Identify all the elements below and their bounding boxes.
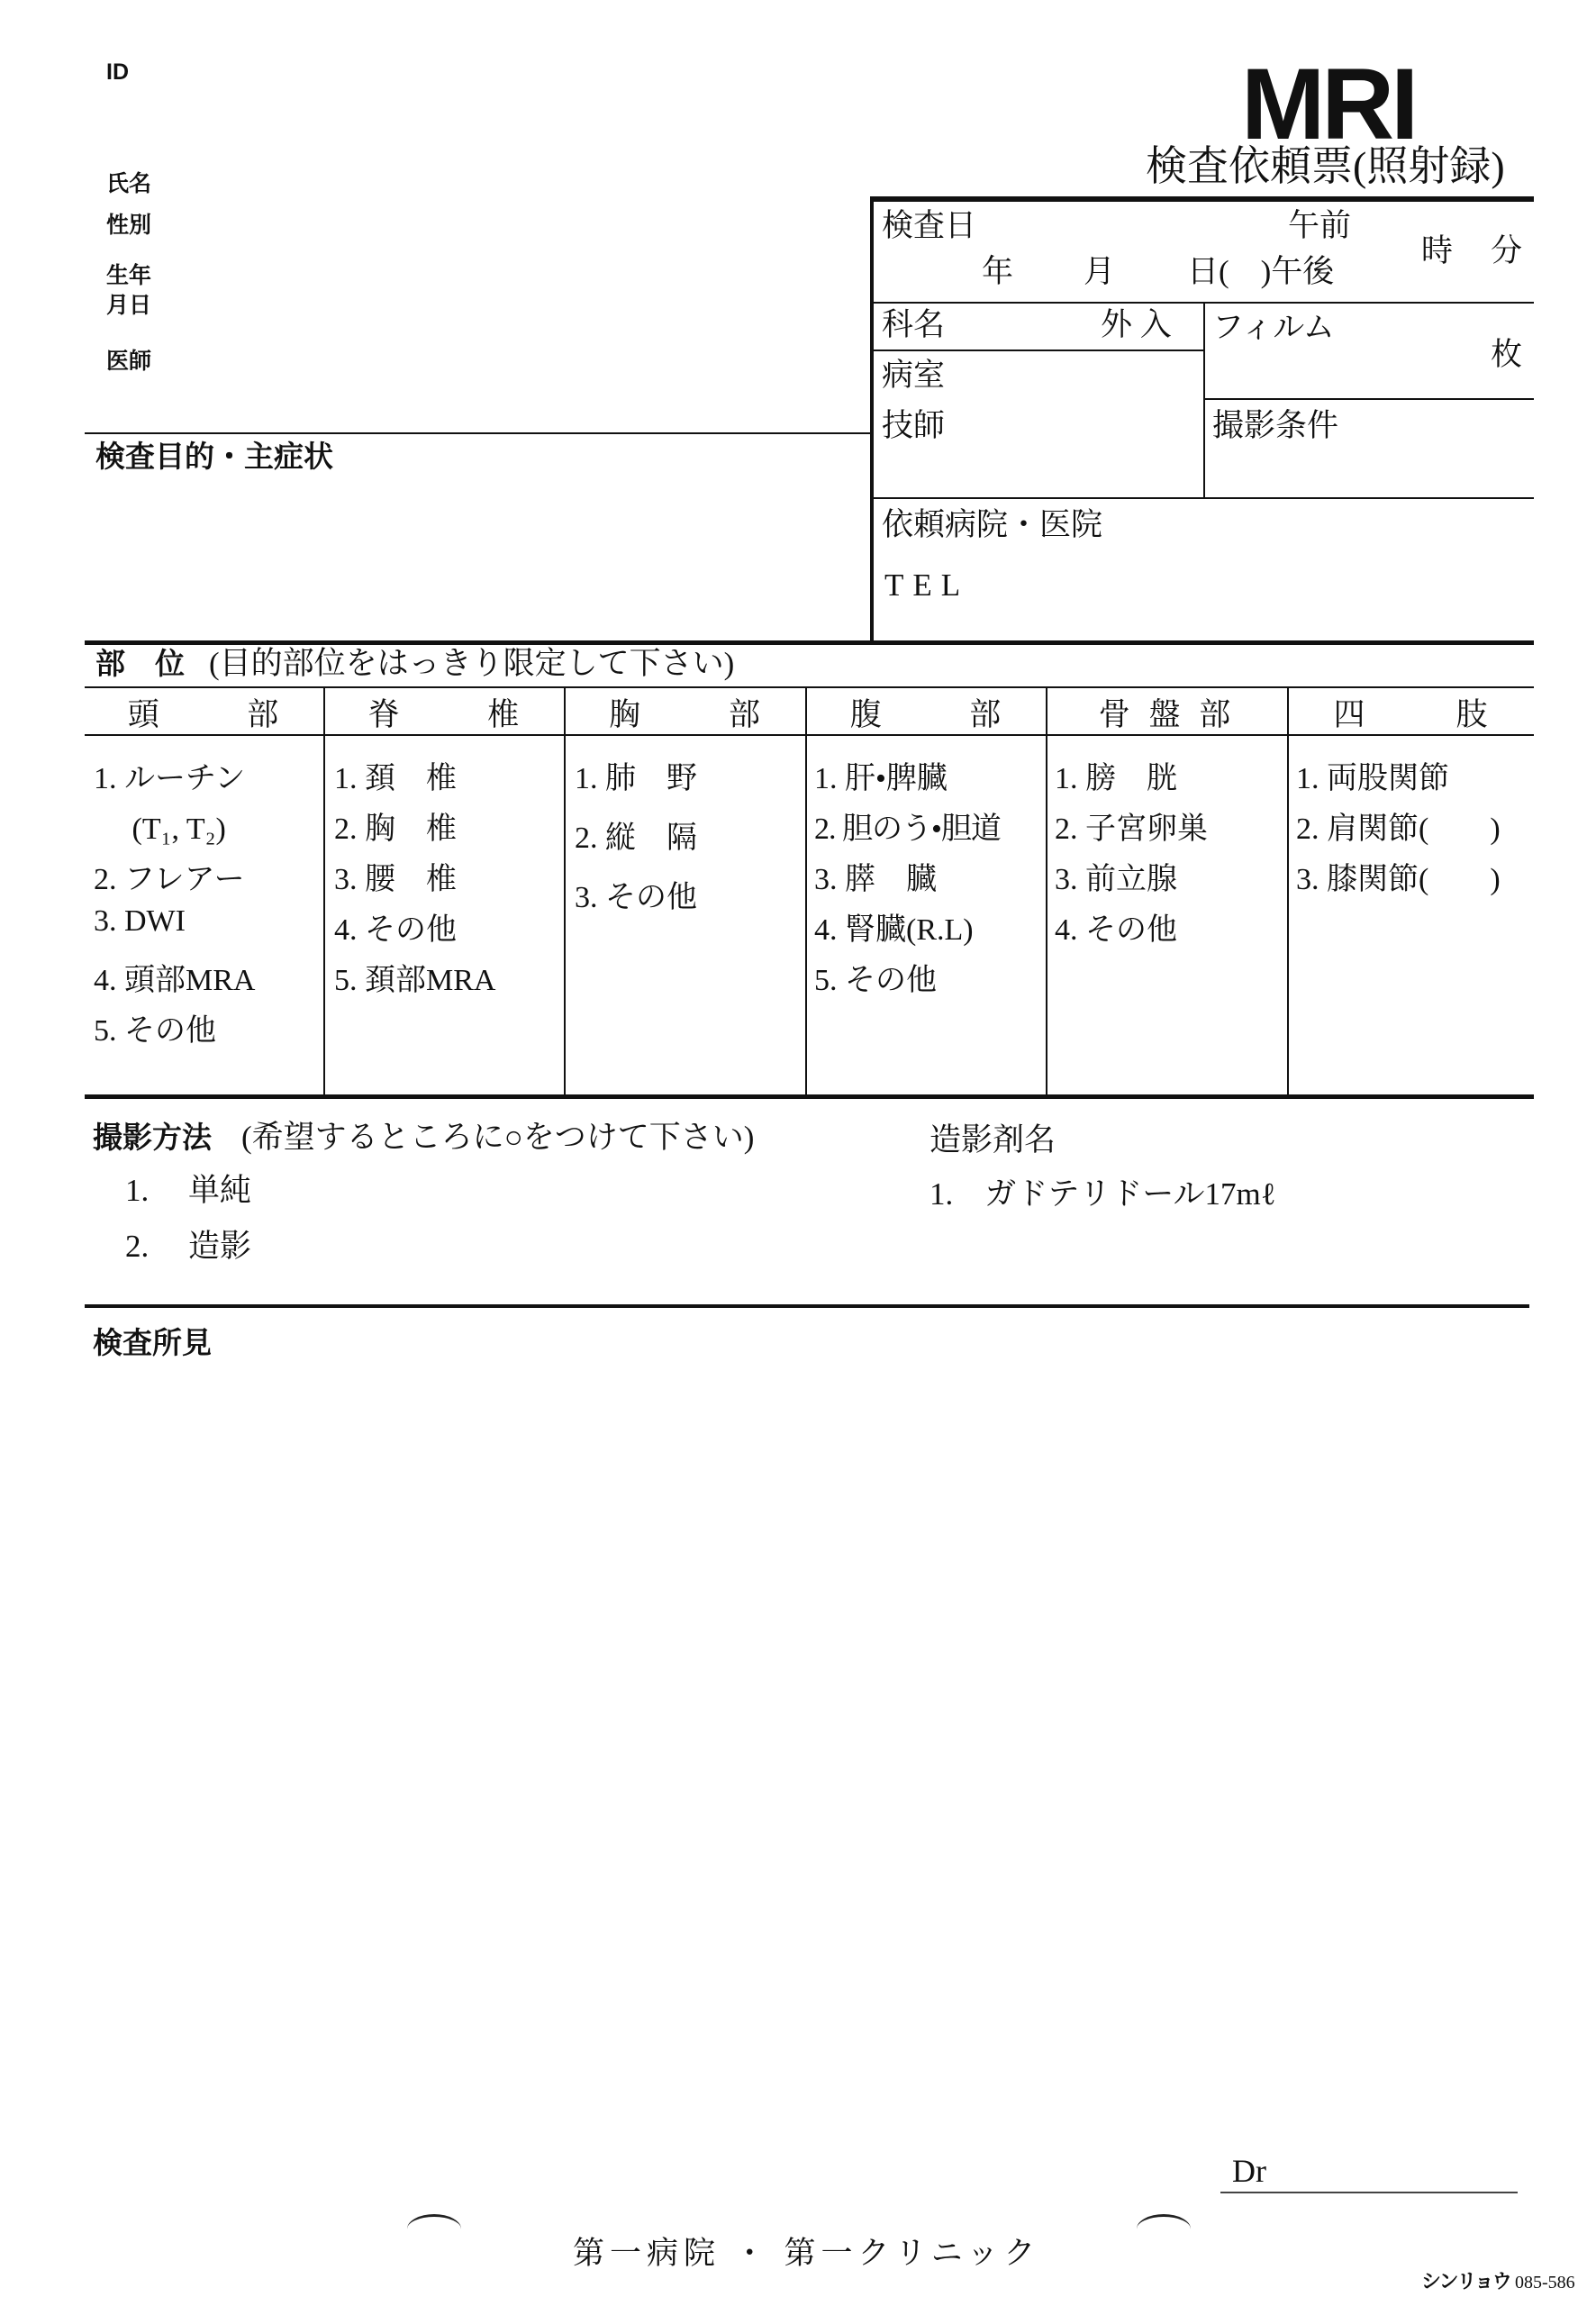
list-item: 5. その他	[94, 1014, 216, 1048]
column-header-chest	[566, 692, 805, 733]
list-item: 3. 膵 臓	[814, 863, 937, 896]
form-subtitle: 検査依頼票(照射録)	[1146, 143, 1505, 189]
dept-label: 科名	[882, 307, 946, 342]
method-item: 2. 造影	[125, 1229, 252, 1264]
form-number: 085-586	[1515, 2273, 1575, 2292]
divider	[564, 686, 566, 1097]
divider	[85, 734, 1534, 736]
column-header-spine	[325, 692, 564, 733]
exam-date-label: 検査日	[882, 208, 977, 243]
list-item: 1. 膀 胱	[1055, 762, 1177, 795]
list-item: 4. 腎臓(R.L)	[814, 913, 974, 947]
list-item: 2. 子宮卵巣	[1055, 813, 1208, 846]
divider	[1203, 398, 1534, 400]
method-note: (希望するところに○をつけて下さい)	[241, 1120, 755, 1155]
list-item: 3. DWI	[94, 904, 186, 938]
tel-label: TEL	[884, 567, 970, 603]
column-items-spine	[334, 753, 495, 1005]
divider	[1203, 302, 1205, 498]
punch-hole-mark	[407, 2214, 461, 2244]
method-title: 撮影方法	[93, 1121, 212, 1154]
brand-logo: シンリョウ	[1421, 2270, 1510, 2292]
method-item: 1. 単純	[125, 1173, 252, 1208]
divider	[1287, 686, 1289, 1097]
header-char: 骨 盤 部	[1098, 697, 1237, 732]
form-title: MRI	[1241, 48, 1416, 160]
list-item: 2. 肩関節( )	[1296, 813, 1501, 846]
birth-label-1: 生年	[106, 263, 152, 288]
divider	[1046, 686, 1047, 1097]
header-char: 部	[969, 697, 1003, 732]
list-item: 2. 胸 椎	[334, 813, 457, 846]
body-part-note: (目的部位をはっきり限定して下さい)	[209, 646, 735, 681]
am-label: 午前	[1288, 208, 1352, 243]
name-label: 氏名	[106, 171, 152, 196]
column-items-limbs	[1296, 753, 1501, 904]
purpose-label: 検査目的・主症状	[95, 440, 333, 473]
divider	[805, 686, 807, 1097]
column-header-limbs	[1289, 692, 1534, 733]
day-pm-label: 日( )午後	[1187, 254, 1335, 289]
doctor-label: 医師	[106, 349, 152, 374]
conditions-label: 撮影条件	[1212, 408, 1339, 443]
hour-label: 時	[1421, 233, 1454, 268]
header-char: 椎	[487, 697, 521, 732]
ward-label: 病室	[882, 358, 946, 393]
header-char: 頭	[127, 697, 161, 732]
list-item: 1. ルーチン	[94, 762, 246, 795]
divider	[323, 686, 325, 1097]
header-char: 部	[247, 697, 281, 732]
divider	[870, 302, 1534, 304]
sex-label: 性別	[106, 213, 152, 238]
sheets-label: 枚	[1491, 337, 1523, 372]
findings-label: 検査所見	[93, 1326, 212, 1359]
list-item: 2. フレアー	[94, 863, 245, 896]
divider	[85, 432, 872, 434]
contrast-item: 1. ガドテリドール17mℓ	[929, 1176, 1276, 1212]
list-item: 5. その他	[814, 964, 937, 997]
header-char: 肢	[1455, 697, 1490, 732]
column-items-abdomen	[814, 753, 1001, 1005]
film-label: フィルム	[1212, 310, 1335, 345]
column-items-head	[94, 753, 255, 1056]
id-label: ID	[106, 59, 129, 85]
column-header-abdomen	[807, 692, 1046, 733]
birth-label-2: 月日	[106, 293, 152, 318]
header-char: 胸	[608, 697, 642, 732]
column-items-chest	[575, 753, 697, 931]
divider	[85, 1304, 1529, 1308]
month-label: 月	[1084, 254, 1116, 289]
header-char: 部	[728, 697, 762, 732]
divider	[85, 686, 1534, 688]
list-item: 2. 縦 隔	[575, 822, 697, 855]
list-item: 1. 肺 野	[575, 762, 697, 795]
list-item: 1. 肝•脾臓	[814, 762, 948, 795]
header-char: 腹	[849, 697, 884, 732]
list-item: 4. その他	[1055, 913, 1177, 947]
list-item: 4. その他	[334, 913, 457, 947]
list-item: 3. 膝関節( )	[1296, 863, 1501, 896]
hospital-name: 第一病院 ・ 第一クリニック	[573, 2236, 1041, 2271]
divider	[870, 497, 1534, 499]
divider	[870, 196, 1534, 202]
list-item: (T₁, T₂)	[94, 813, 226, 846]
list-item: 2. 胆のう•胆道	[814, 813, 1001, 846]
dr-label: Dr	[1232, 2153, 1266, 2189]
divider	[870, 350, 1204, 351]
header-char: 四	[1333, 697, 1367, 732]
list-item: 1. 頚 椎	[334, 762, 457, 795]
column-header-pelvis	[1047, 692, 1287, 733]
column-items-pelvis	[1055, 753, 1208, 955]
list-item: 1. 両股関節	[1296, 762, 1449, 795]
list-item: 3. 前立腺	[1055, 863, 1177, 896]
contrast-title: 造影剤名	[929, 1122, 1056, 1158]
divider	[85, 1094, 1534, 1099]
out-in-label: 外 入	[1101, 307, 1172, 342]
minute-label: 分	[1491, 233, 1523, 268]
tech-label: 技師	[882, 408, 946, 443]
signature-line	[1220, 2192, 1518, 2193]
year-label: 年	[982, 254, 1014, 289]
list-item: 5. 頚部MRA	[334, 964, 496, 997]
divider	[85, 640, 1534, 645]
punch-hole-mark	[1137, 2214, 1191, 2244]
header-char: 脊	[367, 697, 402, 732]
column-header-head	[85, 692, 323, 733]
divider	[870, 196, 874, 645]
list-item: 3. その他	[575, 881, 697, 914]
body-part-title: 部 位	[95, 647, 185, 680]
referrer-label: 依頼病院・医院	[882, 507, 1103, 542]
list-item: 4. 頭部MRA	[94, 964, 256, 997]
list-item: 3. 腰 椎	[334, 863, 457, 896]
